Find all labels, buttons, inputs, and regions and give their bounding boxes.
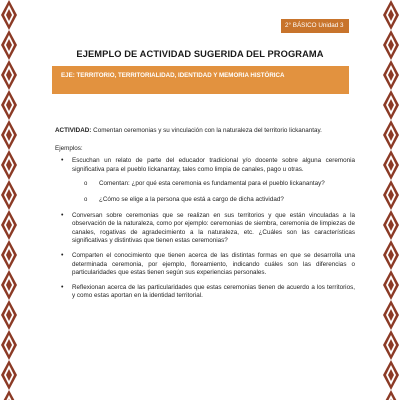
axis-banner-text: EJE: TERRITORIO, TERRITORIALIDAD, IDENTIDAD Y MEMORIA HISTÓRICA	[61, 72, 285, 79]
list-item-text: Escuchan un relato de parte del educador tradicional y/o docente sobre alguna ceremonia significativa para el pueblo lickanantay, tales como limpia de canales, pago u otras.	[72, 157, 355, 173]
list-item: • Reflexionan acerca de las particularidades que estas ceremonias tienen de acuerdo a los territorios, y como estas aportan en la identidad territorial.	[55, 284, 355, 301]
activity-description	[55, 127, 355, 136]
list-item: • Conversan sobre ceremonias que se realizan en sus territorios y que están vinculadas a la observación de la naturaleza, como por ejemplo: ceremonias de siembra, ceremonia de limpiezas de canales, rogativas de agradecimiento a la naturaleza, etc. ¿Cuáles son las características significativas y distintivas que tienen estas ceremonias?	[55, 212, 355, 246]
decorative-border-left	[0, 0, 18, 400]
page-title: EJEMPLO DE ACTIVIDAD SUGERIDA DEL PROGRAMA	[76, 49, 324, 59]
list-item: • Comparten el conocimiento que tienen acerca de las distintas formas en que se desarrolla una determinada ceremonia, por ejemplo, floreamiento, indicando cuáles son las diferencias o particularidades que estas tienen según sus experiencias personales.	[55, 252, 355, 278]
examples-label: Ejemplos:	[55, 144, 83, 152]
sub-list	[72, 180, 355, 204]
examples-list	[55, 157, 355, 301]
grade-unit-badge: 2° BÁSICO Unidad 3	[281, 19, 349, 33]
list-item	[55, 157, 355, 204]
sub-list-item: o Comentan: ¿por qué esta ceremonia es fundamental para el pueblo lickanantay?	[72, 180, 355, 189]
activity-text: Comentan ceremonias y su vinculación con la naturaleza del territorio lickanantay.	[91, 127, 322, 134]
activity-label: ACTIVIDAD:	[55, 127, 92, 134]
decorative-border-right	[382, 0, 400, 400]
activity-content	[55, 127, 355, 307]
sub-list-item: o ¿Cómo se elige a la persona que está a cargo de dicha actividad?	[72, 196, 355, 205]
axis-banner	[52, 66, 349, 94]
